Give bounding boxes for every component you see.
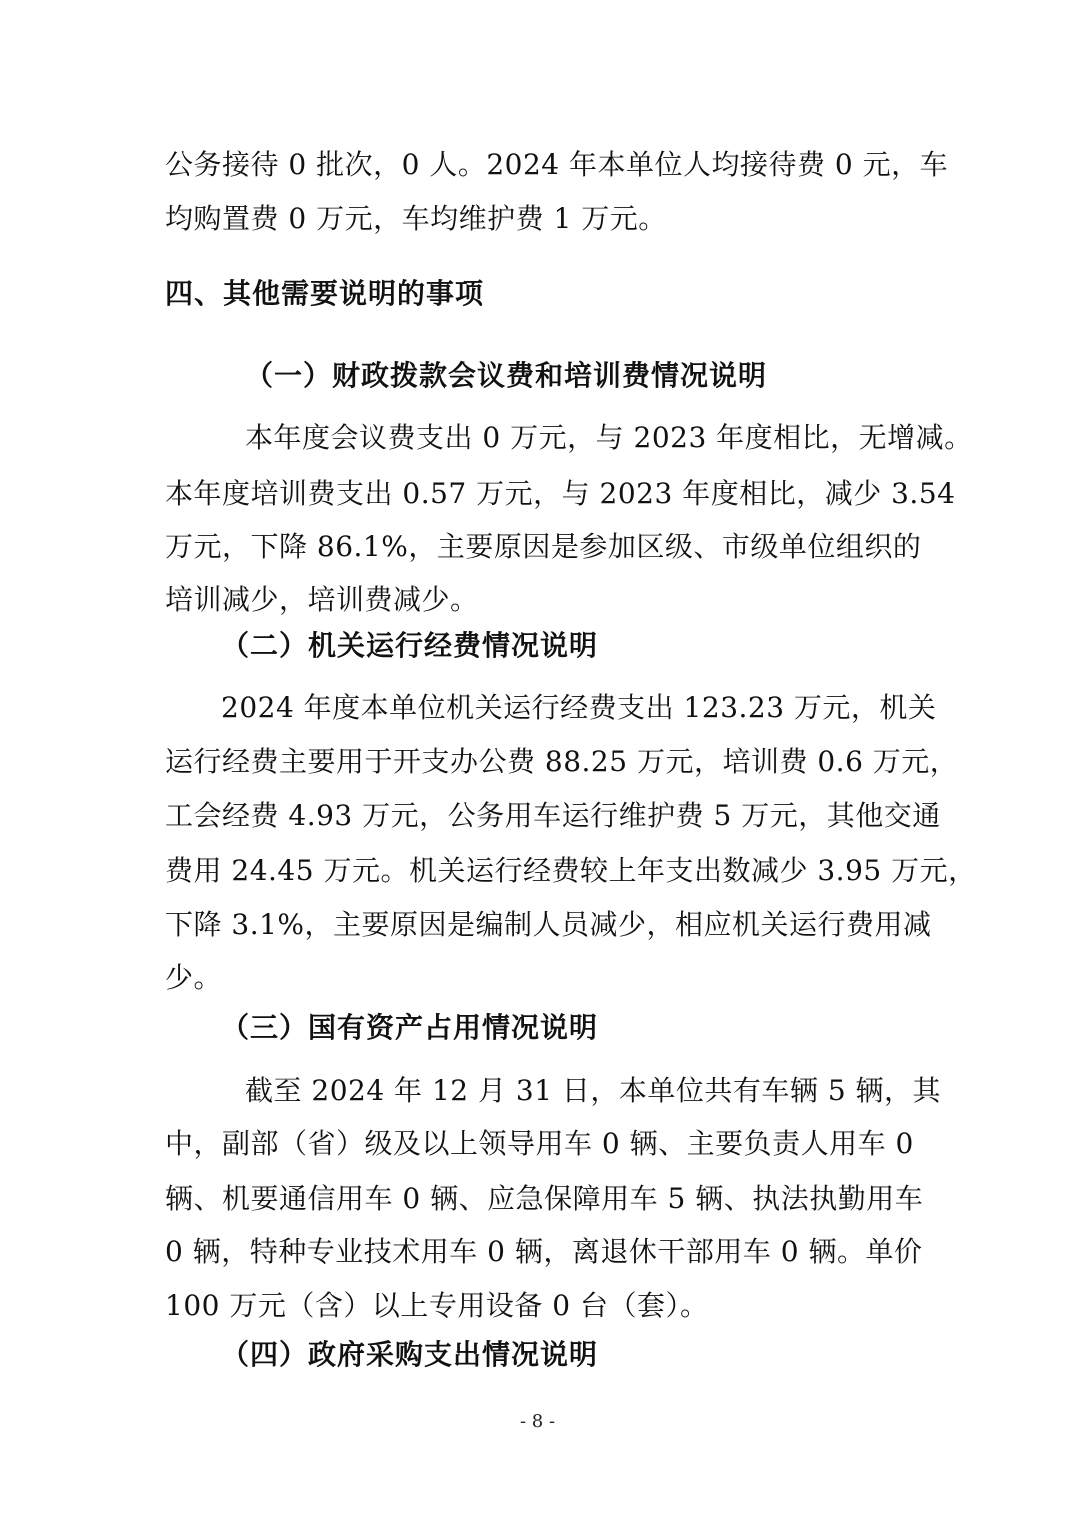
body-text-line: 运行经费主要用于开支办公费 88.25 万元，培训费 0.6 万元， [165, 745, 959, 778]
page-number: - 8 - [519, 1411, 556, 1432]
subsection-heading: （三）国有资产占用情况说明 [221, 1011, 599, 1044]
body-text-line: 工会经费 4.93 万元，公务用车运行维护费 5 万元，其他交通 [165, 799, 941, 832]
body-text-line: 0 辆，特种专业技术用车 0 辆，离退休干部用车 0 辆。单价 [165, 1235, 923, 1268]
body-text-line: 截至 2024 年 12 月 31 日，本单位共有车辆 5 辆，其 [245, 1074, 942, 1107]
body-text-line: 少。 [165, 961, 223, 994]
body-text-line: 培训减少，培训费减少。 [165, 583, 479, 616]
body-text-line: 辆、机要通信用车 0 辆、应急保障用车 5 辆、执法执勤用车 [165, 1182, 924, 1215]
body-text-line: 100 万元（含）以上专用设备 0 台（套）。 [165, 1289, 709, 1322]
body-text-line: 下降 3.1%，主要原因是编制人员减少，相应机关运行费用减 [165, 908, 932, 941]
section-heading: 四、其他需要说明的事项 [165, 277, 485, 310]
subsection-heading: （二）机关运行经费情况说明 [221, 629, 599, 662]
body-text-line: 费用 24.45 万元。机关运行经费较上年支出数减少 3.95 万元， [165, 854, 977, 887]
body-text-line: 2024 年度本单位机关运行经费支出 123.23 万元，机关 [221, 691, 937, 724]
body-text-line: 公务接待 0 批次，0 人。2024 年本单位人均接待费 0 元，车 [165, 148, 949, 181]
body-text-line: 中，副部（省）级及以上领导用车 0 辆、主要负责人用车 0 [165, 1127, 914, 1160]
subsection-heading: （四）政府采购支出情况说明 [221, 1338, 599, 1371]
body-text-line: 本年度会议费支出 0 万元，与 2023 年度相比，无增减。 [245, 421, 973, 454]
subsection-heading: （一）财政拨款会议费和培训费情况说明 [245, 359, 768, 392]
body-text-line: 万元，下降 86.1%，主要原因是参加区级、市级单位组织的 [165, 530, 922, 563]
body-text-line: 本年度培训费支出 0.57 万元，与 2023 年度相比，减少 3.54 [165, 477, 956, 510]
body-text-line: 均购置费 0 万元，车均维护费 1 万元。 [165, 202, 667, 235]
